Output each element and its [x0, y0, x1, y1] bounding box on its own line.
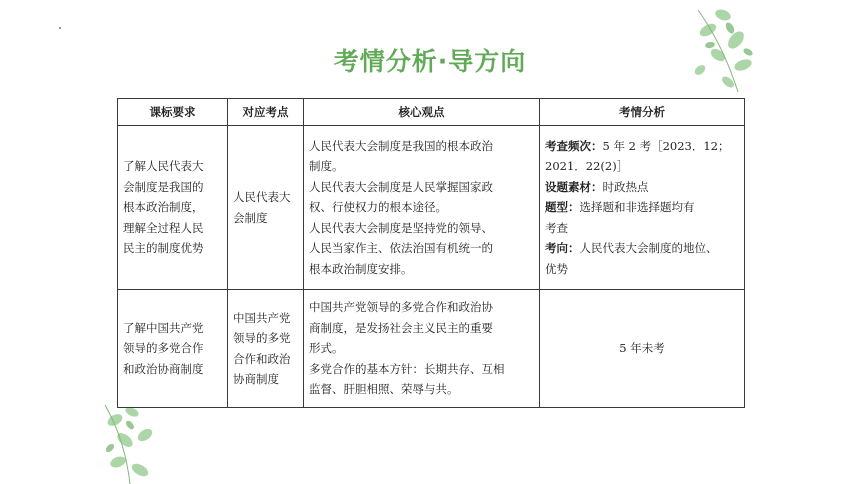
leaf-decoration-bottom-icon — [100, 400, 175, 484]
row2-requirement: 了解中国共产党 领导的多党合作 和政治协商制度 — [118, 290, 228, 408]
leaf-decoration-top-icon — [688, 0, 763, 95]
row1-requirement: 了解人民代表大 会制度是我国的 根本政治制度， 理解全过程人民 民主的制度优势 — [118, 126, 228, 290]
row1-core-view: 人民代表大会制度是我国的根本政治 制度。 人民代表大会制度是人民掌握国家政 权、行使权力的根本途径。 人民代表大会制度是坚持党的领导、 人民当家作主、依法治国有机统一的 根本政治制度安排。 — [304, 126, 540, 290]
table-row — [118, 290, 745, 408]
header-analysis: 考情分析 — [540, 99, 745, 126]
row2-core-view: 中国共产党领导的多党合作和政治协 商制度，是发扬社会主义民主的重要 形式。 多党合作的基本方针：长期共存、互相 监督、肝胆相照、荣辱与共。 — [304, 290, 540, 408]
row1-analysis: 考查频次：5 年 2 考［2023．12； 2021．22(2)］ 设题素材：时政热点 题型：选择题和非选择题均有 考查 考向：人民代表大会制度的地位、 优势 — [540, 126, 745, 290]
dot — [59, 27, 61, 29]
header-core-view: 核心观点 — [304, 99, 540, 126]
row1-exam-point: 人民代表大 会制度 — [228, 126, 304, 290]
row2-analysis: 5 年未考 — [540, 290, 745, 408]
page-title: 考情分析·导方向 — [333, 47, 527, 76]
header-requirement: 课标要求 — [118, 99, 228, 126]
header-exam-point: 对应考点 — [228, 99, 304, 126]
row2-exam-point: 中国共产党 领导的多党 合作和政治 协商制度 — [228, 290, 304, 408]
table-header-row — [118, 99, 745, 126]
table-row — [118, 126, 745, 290]
analysis-table — [117, 98, 745, 408]
